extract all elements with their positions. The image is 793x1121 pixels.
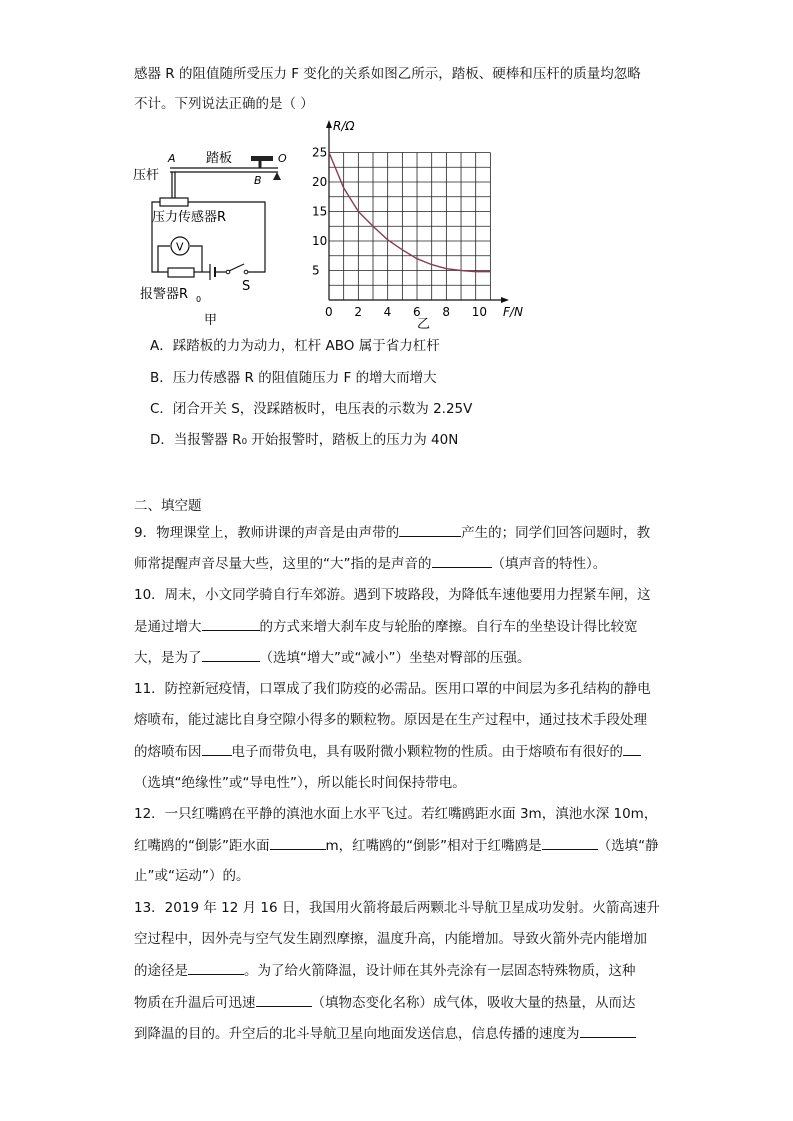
q13-line-5 — [134, 1023, 636, 1044]
label-alarm: 报警器R — [140, 287, 189, 302]
label-switch: S — [242, 279, 251, 294]
q11-text-d: 电子而带负电，具有吸附微小颗粒物的性质。由于熔喷布有很好的 — [231, 744, 623, 760]
q11-line-4: （选填“绝缘性”或“导电性”），所以能长时间保持带电。 — [134, 775, 466, 791]
option-c[interactable]: C．闭合开关 S，没踩踏板时，电压表的示数为 2.25V — [150, 401, 473, 417]
x-tick-label: 4 — [383, 305, 392, 319]
q9-blank-1[interactable] — [399, 522, 461, 537]
q11-text-c: 的熔喷布因 — [134, 744, 202, 760]
q13-text-f: （填物态变化名称）成气体，吸收大量的热量，从而达 — [311, 995, 636, 1011]
q13-text-d: 。为了给火箭降温，设计师在其外壳涂有一层固态特殊物质，这种 — [244, 963, 636, 979]
q13-blank-3[interactable] — [580, 1023, 636, 1038]
q10-text-c: 的方式来增大刹车皮与轮胎的摩擦。自行车的坐垫设计得比较宽 — [259, 619, 638, 635]
chart-grid — [329, 153, 490, 301]
label-rod: 压杆 — [133, 168, 160, 183]
q13-line-3 — [134, 960, 636, 981]
q9-blank-2[interactable] — [432, 553, 492, 568]
q9-text-b: 产生的；同学们回答问题时，教 — [461, 525, 651, 541]
label-o: O — [278, 152, 287, 165]
label-a: A — [168, 152, 176, 165]
q11-blank-1[interactable] — [202, 741, 232, 756]
q10-text-e: （选填“增大”或“减小”）坐垫对臀部的压强。 — [259, 650, 531, 666]
section-title: 二、填空题 — [134, 498, 202, 514]
option-a[interactable]: A．踩踏板的力为动力，杠杆 ABO 属于省力杠杆 — [150, 338, 440, 354]
q10-text-b: 是通过增大 — [134, 619, 202, 635]
resistance-force-chart — [305, 118, 545, 334]
q11-line-2: 熔喷布，能过滤比自身空隙小得多的颗粒物。原因是在生产过程中，通过技术手段处理 — [134, 712, 647, 728]
q10-text-d: 大，是为了 — [134, 650, 202, 666]
q12-blank-1[interactable] — [270, 835, 326, 850]
chart-curve — [329, 153, 490, 272]
option-b[interactable]: B．压力传感器 R 的阻值随压力 F 的增大而增大 — [150, 370, 437, 386]
label-pedal: 踏板 — [206, 151, 233, 166]
label-b: B — [254, 174, 262, 187]
q9-text-a: 9．物理课堂上，教师讲课的声音是由声带的 — [134, 525, 400, 541]
x-tick-label: 8 — [442, 305, 451, 319]
q13-line-4 — [134, 992, 636, 1013]
q13-blank-2[interactable] — [256, 992, 312, 1007]
q12-text-c: m，红嘴鸥的“倒影”相对于红嘴鸥是 — [325, 838, 542, 854]
q10-line-3 — [134, 647, 530, 668]
x-tick-label: 6 — [413, 305, 421, 319]
intro-line-2: 不计。下列说法正确的是（ ） — [134, 96, 314, 112]
intro-line-1: 感器 R 的阻值随所受压力 F 变化的关系如图乙所示，踏板、硬棒和压杆的质量均忽略 — [134, 66, 641, 82]
y-tick-label: 10 — [312, 234, 328, 248]
q13-line-2: 空过程中，因外壳与空气发生剧烈摩擦，温度升高，内能增加。导致火箭外壳内能增加 — [134, 931, 647, 947]
q13-blank-1[interactable] — [188, 960, 244, 975]
q13-line-1: 13．2019 年 12 月 16 日，我国用火箭将最后两颗北斗导航卫星成功发射。火箭高速升 — [134, 900, 660, 916]
q10-line-2 — [134, 616, 638, 637]
q11-blank-2[interactable] — [623, 741, 641, 756]
y-tick-label: 5 — [312, 263, 320, 278]
q9-text-c: 师常提醒声音尽量大些，这里的“大”指的是声音的 — [134, 556, 432, 572]
q11-line-3 — [134, 741, 641, 762]
x-axis-arrow — [501, 297, 509, 303]
caption-yi: 乙 — [417, 317, 431, 332]
x-tick-label: 2 — [354, 305, 362, 319]
chart-ylabel: R/Ω — [333, 119, 355, 133]
q12-text-b: 红嘴鸥的“倒影”距水面 — [134, 838, 270, 854]
x-tick-label: 0 — [325, 305, 333, 319]
q12-blank-2[interactable] — [542, 835, 598, 850]
y-tick-label: 15 — [312, 204, 328, 219]
label-sensor: 压力传感器R — [152, 210, 227, 225]
chart-xlabel: F/N — [503, 305, 523, 319]
q9-line-1 — [134, 522, 650, 543]
q10-blank-2[interactable] — [202, 647, 260, 662]
q11-line-1: 11．防控新冠疫情，口罩成了我们防疫的必需品。医用口罩的中间层为多孔结构的静电 — [134, 681, 651, 697]
q9-text-d: （填声音的特性）。 — [491, 556, 607, 572]
caption-jia: 甲 — [204, 313, 218, 328]
circuit-diagram — [130, 140, 300, 330]
y-tick-label: 25 — [312, 145, 328, 160]
option-d[interactable]: D．当报警器 R₀ 开始报警时，踏板上的压力为 40N — [150, 432, 459, 448]
r-f-curve-line — [329, 153, 490, 272]
q13-text-e: 物质在升温后可迅速 — [134, 995, 256, 1011]
q13-text-c: 的途径是 — [134, 963, 188, 979]
x-tick-label: 10 — [471, 305, 487, 319]
q10-line-1: 10．周末，小文同学骑自行车郊游。遇到下坡路段，为降低车速他要用力捏紧车闸，这 — [134, 587, 651, 603]
q12-line-3: 止”或“运动”）的。 — [134, 868, 250, 884]
q13-text-g: 到降温的目的。升空后的北斗导航卫星向地面发送信息，信息传播的速度为 — [134, 1026, 580, 1042]
q10-blank-1[interactable] — [202, 616, 260, 631]
q12-line-2 — [134, 835, 659, 856]
y-tick-label: 20 — [312, 175, 328, 189]
q12-line-1: 12．一只红嘴鸥在平静的滇池水面上水平飞过。若红嘴鸥距水面 3m，滇池水深 10m， — [134, 806, 658, 822]
label-alarm-sub: 0 — [196, 295, 202, 304]
y-axis-arrow — [326, 120, 332, 128]
voltmeter-label: V — [176, 240, 184, 254]
q12-text-d: （选填“静 — [597, 838, 659, 854]
q9-line-2 — [134, 553, 606, 574]
